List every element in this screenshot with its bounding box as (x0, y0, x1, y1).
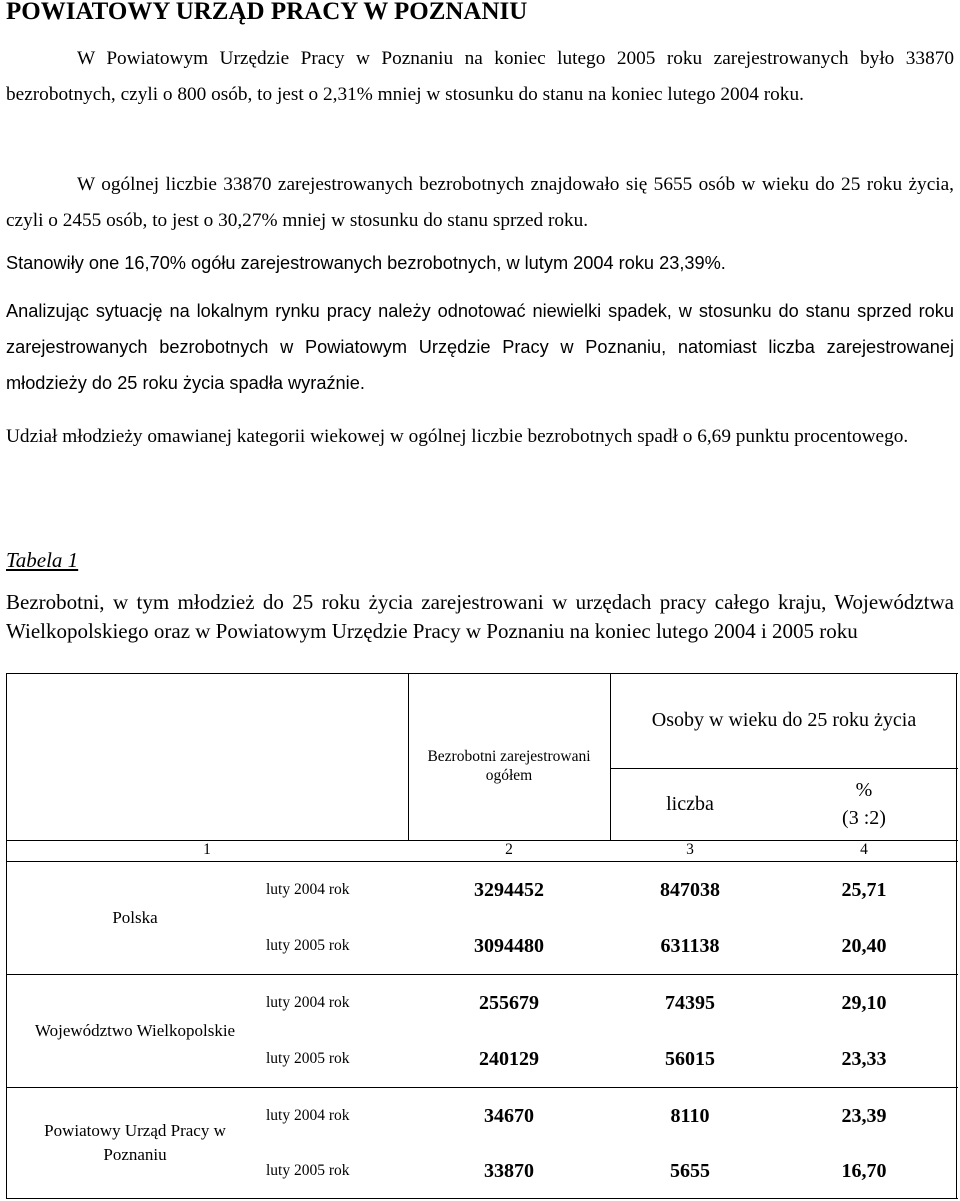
header-percent (770, 768, 958, 840)
paragraph-analysis: Analizując sytuację na lokalnym rynku pracy należy odnotować niewielki spadek, w stosunku do stanu sprzed roku zarejestrowanych bezrobotnych w Powiatowym Urzędzie Pracy w Poznaniu, natomiast liczba zarejestrowanej młodzieży do 25 roku życia spadła wyraźnie. (6, 301, 954, 393)
paragraph-youth-share: Stanowiły one 16,70% ogółu zarejestrowanych bezrobotnych, w lutym 2004 roku 23,39%. (6, 253, 726, 273)
period-wielkopolskie-2004: luty 2004 rok (266, 994, 350, 1011)
header-percent-formula: (3 :2) (842, 807, 886, 829)
youth-pup-poznan-2004: 8110 (670, 1105, 710, 1127)
header-percent-symbol: % (855, 779, 873, 801)
document-title: POWIATOWY URZĄD PRACY W POZNANIU (6, 0, 528, 25)
paragraph-youth-count: W ogólnej liczbie 33870 zarejestrowanych bezrobotnych znajdowało się 5655 osób w wieku do 25 roku życia, czyli o 2455 osób, to jest o 30,27% mniej w stosunku do stanu sprzed roku. (6, 174, 954, 231)
total-polska-2004: 3294452 (474, 879, 544, 901)
period-pup-poznan-2004: luty 2004 rok (266, 1107, 350, 1124)
period-wielkopolskie-2005: luty 2005 rok (266, 1050, 350, 1067)
youth-pup-poznan-2005: 5655 (670, 1160, 710, 1182)
pct-wielkopolskie-2005: 23,33 (841, 1048, 887, 1070)
group-name-polska: Polska (112, 907, 158, 927)
table-caption: Bezrobotni, w tym młodzież do 25 roku życia zarejestrowani w urzędach pracy całego kraju, Województwa Wielkopolskiego oraz w Powiatowym Urzędzie Pracy w Poznaniu na koniec lutego 2004 i 2005 roku (6, 590, 954, 643)
group-name-pup-poznan: Powiatowy Urząd Pracy w Poznaniu (44, 1120, 226, 1164)
paragraph-conclusion: Udział młodzieży omawianej kategorii wiekowej w ogólnej liczbie bezrobotnych spadł o 6,69 punktu procentowego. (6, 426, 909, 447)
pct-pup-poznan-2004: 23,39 (841, 1105, 887, 1127)
period-polska-2004: luty 2004 rok (266, 881, 350, 898)
column-number-2: 2 (505, 841, 513, 859)
youth-polska-2004: 847038 (660, 879, 720, 901)
header-total: Bezrobotni zarejestrowani ogółem (427, 747, 591, 784)
youth-wielkopolskie-2004: 74395 (665, 992, 715, 1014)
paragraph-summary: W Powiatowym Urzędzie Pracy w Poznaniu na koniec lutego 2005 roku zarejestrowanych było 33870 bezrobotnych, czyli o 800 osób, to jest o 2,31% mniej w stosunku do stanu na koniec lutego 2004 roku. (6, 48, 954, 105)
youth-wielkopolskie-2005: 56015 (665, 1048, 715, 1070)
total-wielkopolskie-2004: 255679 (479, 992, 539, 1014)
group-name-wielkopolskie: Województwo Wielkopolskie (34, 1020, 236, 1040)
period-pup-poznan-2005: luty 2005 rok (266, 1162, 350, 1179)
total-pup-poznan-2004: 34670 (484, 1105, 534, 1127)
statistics-table (6, 673, 958, 1200)
pct-pup-poznan-2005: 16,70 (841, 1160, 887, 1182)
column-number-1: 1 (203, 841, 211, 859)
total-polska-2005: 3094480 (474, 935, 544, 957)
total-wielkopolskie-2005: 240129 (479, 1048, 539, 1070)
youth-polska-2005: 631138 (660, 935, 720, 957)
column-number-3: 3 (686, 841, 694, 859)
table-border-bottom (6, 1198, 958, 1199)
pct-polska-2005: 20,40 (841, 935, 887, 957)
header-count: liczba (666, 793, 714, 815)
table-label: Tabela 1 (6, 548, 79, 572)
pct-wielkopolskie-2004: 29,10 (841, 992, 887, 1014)
total-pup-poznan-2005: 33870 (484, 1160, 534, 1182)
column-number-4: 4 (860, 841, 868, 859)
pct-polska-2004: 25,71 (841, 879, 887, 901)
period-polska-2005: luty 2005 rok (266, 937, 350, 954)
header-youth-group: Osoby w wieku do 25 roku życia (651, 709, 917, 731)
